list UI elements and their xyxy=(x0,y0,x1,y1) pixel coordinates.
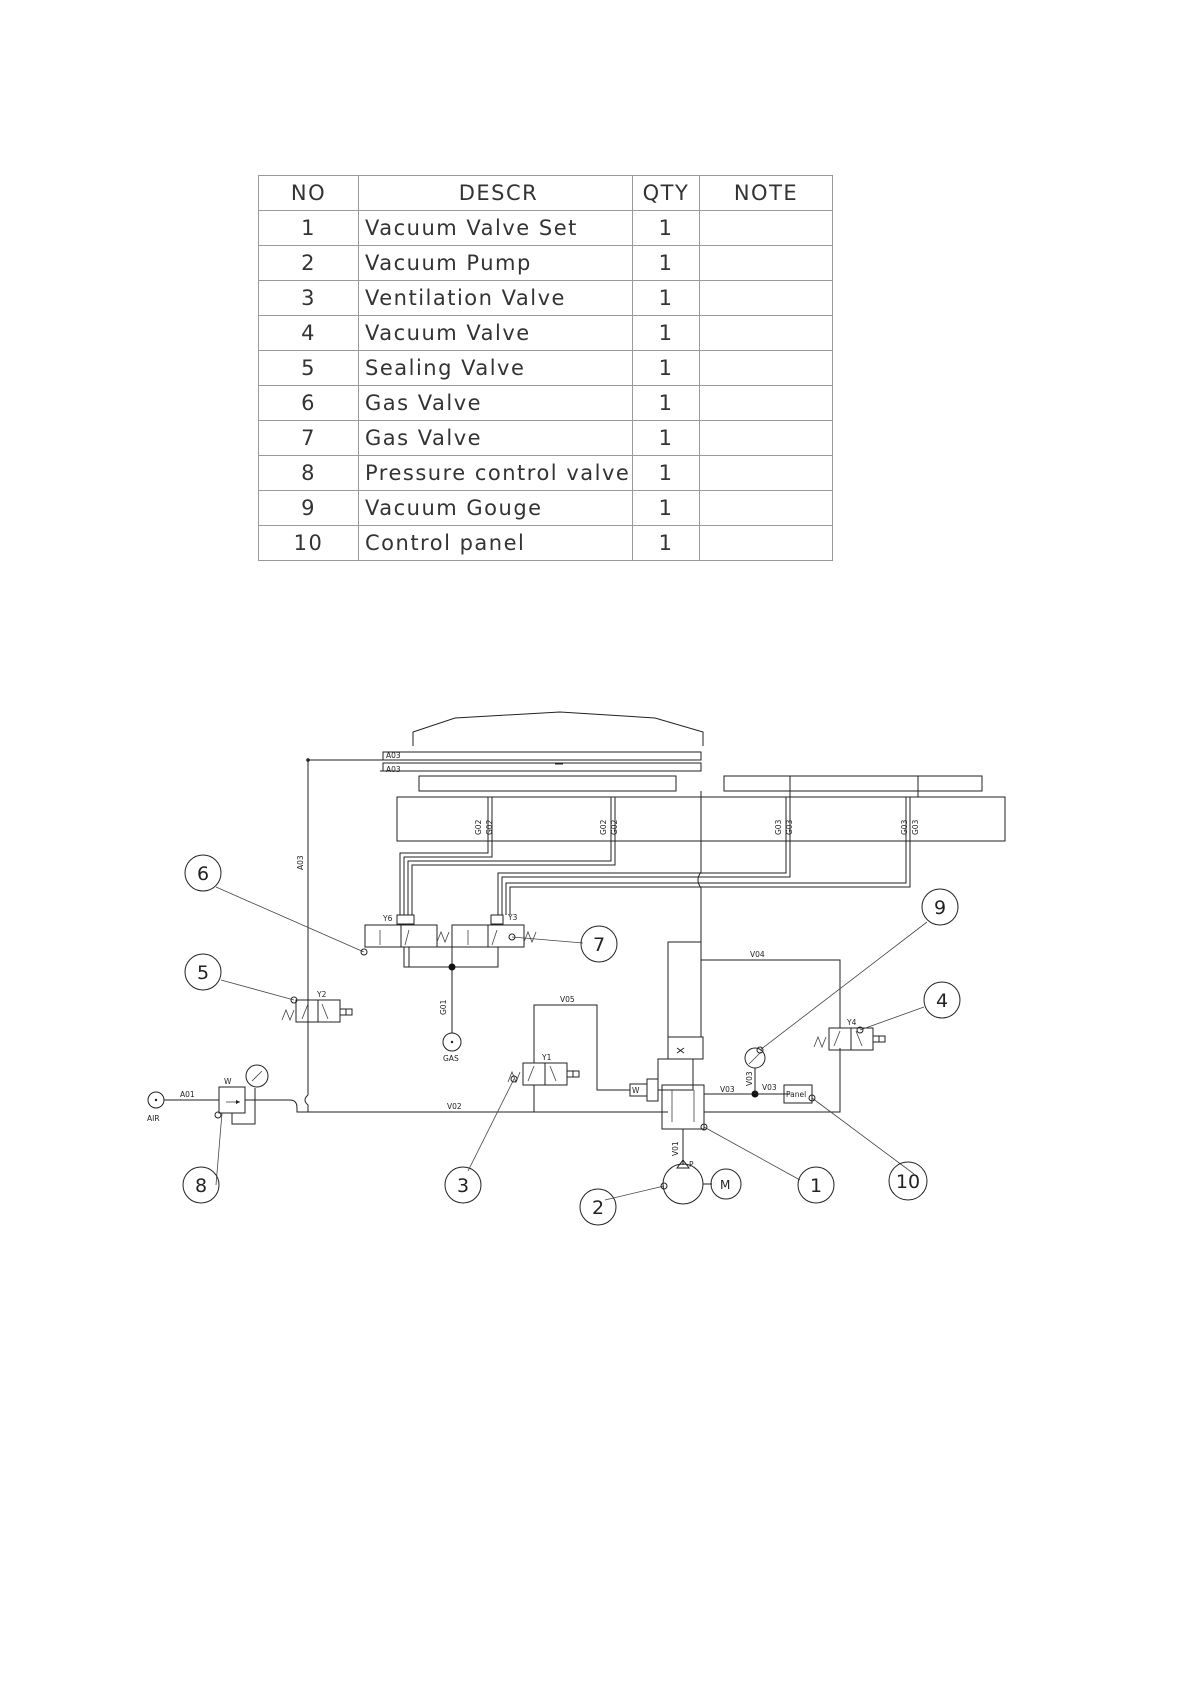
label-g02: G02 xyxy=(599,819,608,835)
cell-descr: Vacuum Valve Set xyxy=(359,211,633,246)
label-pump-p: P xyxy=(689,1160,694,1169)
cell-descr: Vacuum Pump xyxy=(359,246,633,281)
label-v01: V01 xyxy=(671,1141,680,1156)
callout-3-label: 3 xyxy=(456,1175,470,1197)
ventilation-valve-y1 xyxy=(508,995,630,1112)
cell-descr: Ventilation Valve xyxy=(359,281,633,316)
label-v05: V05 xyxy=(560,995,575,1004)
cell-qty: 1 xyxy=(633,526,700,561)
cell-qty: 1 xyxy=(633,246,700,281)
callout-6-label: 6 xyxy=(196,863,210,885)
cell-qty: 1 xyxy=(633,351,700,386)
callout-9 xyxy=(922,889,958,925)
motor xyxy=(711,1169,741,1199)
header-no: NO xyxy=(259,176,359,211)
cell-no: 8 xyxy=(259,456,359,491)
air-inlet xyxy=(147,1090,219,1123)
vacuum-pump xyxy=(663,1160,712,1204)
label-y4: Y4 xyxy=(847,1018,857,1027)
callout-1-label: 1 xyxy=(809,1175,823,1197)
cell-qty: 1 xyxy=(633,421,700,456)
callout-7-label: 7 xyxy=(592,934,606,956)
callout-10-label: 10 xyxy=(895,1171,921,1193)
label-v02: V02 xyxy=(447,1102,462,1111)
label-panel: Panel xyxy=(786,1090,807,1099)
callout-8 xyxy=(183,1167,219,1203)
cell-descr: Sealing Valve xyxy=(359,351,633,386)
air-line-a03 xyxy=(296,751,401,1095)
label-gas: GAS xyxy=(443,1054,459,1063)
label-g03: G03 xyxy=(785,819,794,835)
gas-line-g03 xyxy=(498,797,920,915)
callout-6 xyxy=(185,855,221,891)
cell-no: 4 xyxy=(259,316,359,351)
gas-valve-y3 xyxy=(452,913,536,947)
callout-2 xyxy=(580,1189,616,1225)
cell-qty: 1 xyxy=(633,456,700,491)
callout-bubbles xyxy=(183,855,960,1225)
cell-no: 7 xyxy=(259,421,359,456)
cell-qty: 1 xyxy=(633,211,700,246)
cell-no: 1 xyxy=(259,211,359,246)
callout-5 xyxy=(185,954,221,990)
label-y3: Y3 xyxy=(508,913,518,922)
header-descr: DESCR xyxy=(359,176,633,211)
chamber-hood xyxy=(413,712,703,746)
cell-descr: Gas Valve xyxy=(359,386,633,421)
cell-no: 9 xyxy=(259,491,359,526)
control-panel xyxy=(784,1085,812,1103)
label-valve-w: W xyxy=(632,1086,640,1095)
cell-qty: 1 xyxy=(633,316,700,351)
callout-2-label: 2 xyxy=(591,1197,605,1219)
label-g02: G02 xyxy=(485,819,494,835)
sealing-valve-y2 xyxy=(282,990,352,1095)
label-regulator-w: W xyxy=(224,1077,232,1086)
label-g01: G01 xyxy=(439,999,448,1015)
label-y2: Y2 xyxy=(317,990,327,999)
label-v03: V03 xyxy=(762,1083,777,1092)
label-g03: G03 xyxy=(900,819,909,835)
line-v03 xyxy=(704,1048,840,1112)
label-g02: G02 xyxy=(610,819,619,835)
cell-descr: Gas Valve xyxy=(359,421,633,456)
cell-descr: Control panel xyxy=(359,526,633,561)
callout-8-label: 8 xyxy=(194,1175,208,1197)
chamber-lid-bars xyxy=(383,752,982,791)
chamber-vacuum-line xyxy=(668,797,701,1037)
callout-5-label: 5 xyxy=(196,962,210,984)
label-g02: G02 xyxy=(474,819,483,835)
pressure-control-valve xyxy=(219,1065,268,1124)
label-v04: V04 xyxy=(750,950,765,959)
cell-no: 5 xyxy=(259,351,359,386)
cell-no: 6 xyxy=(259,386,359,421)
callout-10 xyxy=(889,1162,927,1200)
callout-4-label: 4 xyxy=(935,990,949,1012)
callout-3 xyxy=(445,1167,481,1203)
callout-4 xyxy=(924,982,960,1018)
cell-descr: Vacuum Gouge xyxy=(359,491,633,526)
gas-inlet-g01 xyxy=(409,947,498,1063)
cell-no: 2 xyxy=(259,246,359,281)
label-air: AIR xyxy=(147,1114,160,1123)
header-qty: QTY xyxy=(633,176,700,211)
header-note: NOTE xyxy=(700,176,833,211)
callout-9-label: 9 xyxy=(933,897,947,919)
label-v03: V03 xyxy=(720,1085,735,1094)
label-a03-mid: A03 xyxy=(386,765,401,774)
cell-descr: Vacuum Valve xyxy=(359,316,633,351)
label-motor: M xyxy=(720,1178,731,1192)
callout-7 xyxy=(581,926,617,962)
label-a03-top: A03 xyxy=(386,751,401,760)
cell-qty: 1 xyxy=(633,281,700,316)
label-v03: V03 xyxy=(745,1071,754,1086)
label-y1: Y1 xyxy=(542,1053,552,1062)
cell-no: 3 xyxy=(259,281,359,316)
callout-1 xyxy=(798,1167,834,1203)
line-v04 xyxy=(701,950,840,1028)
label-a01: A01 xyxy=(180,1090,195,1099)
cell-qty: 1 xyxy=(633,491,700,526)
label-a03-vertical: A03 xyxy=(296,855,305,870)
cell-no: 10 xyxy=(259,526,359,561)
main-line-v02 xyxy=(255,1095,668,1112)
vacuum-gauge xyxy=(745,1048,765,1068)
cell-qty: 1 xyxy=(633,386,700,421)
label-g03: G03 xyxy=(774,819,783,835)
cell-descr: Pressure control valve xyxy=(359,456,633,491)
label-y6: Y6 xyxy=(383,914,393,923)
vacuum-valve-set xyxy=(630,1037,704,1165)
label-g03: G03 xyxy=(911,819,920,835)
vacuum-valve-y4 xyxy=(814,1018,885,1050)
